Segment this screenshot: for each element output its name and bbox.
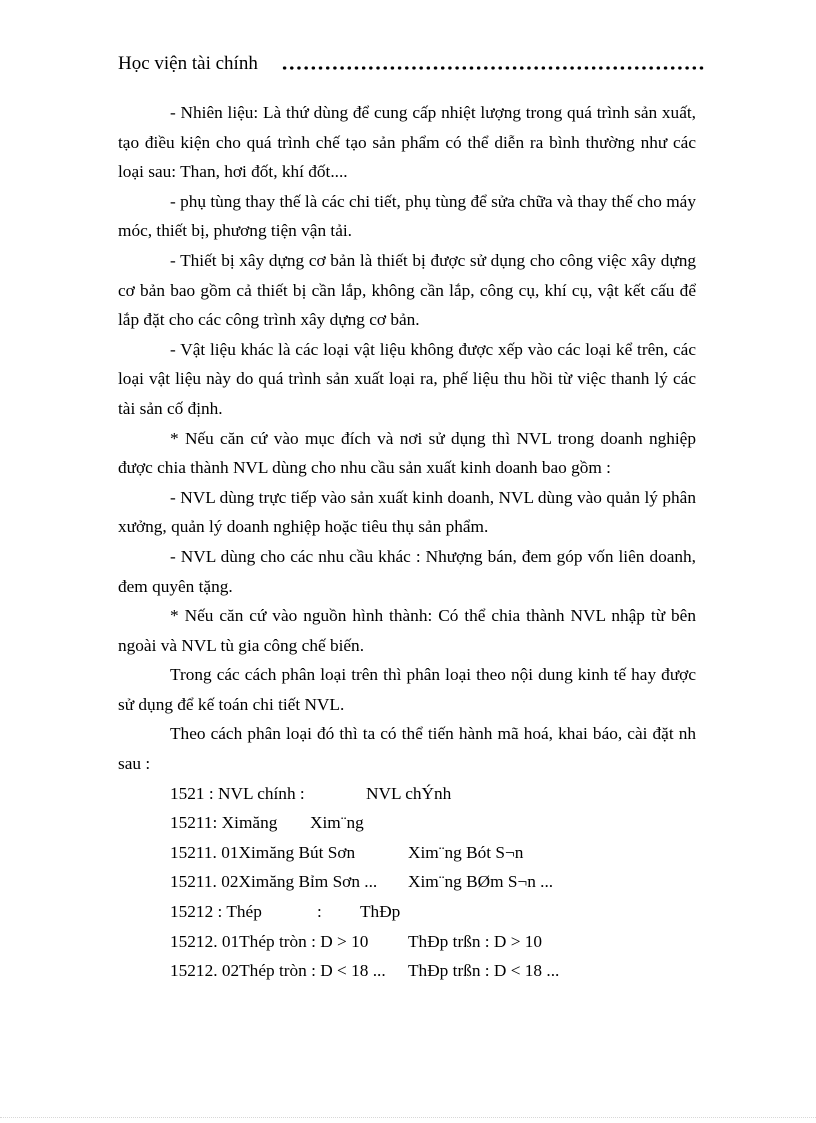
page-bottom-divider [0,1117,816,1119]
document-body [118,98,696,986]
paragraph-classification-summary: Trong các cách phân loại trên thì phân loại theo nội dung kinh tế hay được sử dụng để kế toán chi tiết NVL. [118,665,696,714]
code-label: 15211. 02Ximăng Bỉm Sơn ... [170,872,378,892]
code-row [118,779,696,809]
code-row [118,897,696,927]
paragraph-fuel: - Nhiên liệu: Là thứ dùng để cung cấp nhiệt lượng trong quá trình sản xuất, tạo điều kiện cho quá trình chế tạo sản phẩm có thể diễn ra bình thường như các loại sau: Than, hơi đốt, khí đốt.... [118,103,696,182]
paragraph-spare-parts: - phụ tùng thay thế là các chi tiết, phụ tùng để sửa chữa và thay thế cho máy móc, thiết bị, phương tiện vận tải. [118,191,696,241]
material-code-list [118,779,696,986]
code-label: 15212 : Thép [170,902,262,922]
paragraph-by-source: * Nếu căn cứ vào nguồn hình thành: Có thể chia thành NVL nhập từ bên ngoài và NVL tù gia công chế biến. [118,606,696,655]
header-title: Học viện tài chính [118,53,258,74]
paragraph-other-materials: - Vật liệu khác là các loại vật liệu không được xếp vào các loại kể trên, các loại vật liệu này do quá trình sản xuất loại ra, phế liệu thu hồi từ việc thanh lý các tài sản cố định. [118,339,696,418]
paragraph-direct-use: - NVL dùng trực tiếp vào sản xuất kinh doanh, NVL dùng vào quản lý phân xưởng, quản lý doanh nghiệp hoặc tiêu thụ sản phẩm. [118,487,696,537]
paragraph-coding-intro: Theo cách phân loại đó thì ta có thể tiến hành mã hoá, khai báo, cài đặt nh sau : [118,724,696,774]
code-garbled-text: ThÐp trßn : D > 10 [408,931,543,951]
code-label: 15211. 01Ximăng Bút Sơn [170,842,356,862]
code-label: 1521 : NVL chính : [170,783,305,803]
paragraph-construction-equipment: - Thiết bị xây dựng cơ bản là thiết bị được sử dụng cho công việc xây dựng cơ bản bao gồm cả thiết bị cần lắp, không cần lắp, công cụ, khí cụ, vật kết cấu để lắp đặt cho các công trình xây dựng cơ bản. [118,250,696,330]
code-row [118,838,696,868]
code-label: 15212. 02Thép tròn : D < 18 ... [170,961,386,981]
code-garbled-text: ThÐp [360,902,401,922]
code-garbled-text: Xim¨ng BØm S¬n ... [408,872,554,892]
code-label: 15211: Ximăng [170,813,278,833]
code-garbled-text: NVL chÝnh [366,783,452,803]
code-row [118,808,696,838]
paragraph-other-needs: - NVL dùng cho các nhu cầu khác : Nhượng bán, đem góp vốn liên doanh, đem quyên tặng. [118,546,696,596]
paragraph-by-purpose: * Nếu căn cứ vào mục đích và nơi sử dụng thì NVL trong doanh nghiệp được chia thành NVL dùng cho nhu cầu sản xuất kinh doanh bao gồm : [118,428,696,478]
code-label: 15212. 01Thép tròn : D > 10 [170,931,369,951]
code-garbled-text: ThÐp trßn : D < 18 ... [408,961,560,981]
code-garbled-text: Xim¨ng [310,813,364,833]
header-dotted-leader [281,66,704,70]
code-garbled-text: Xim¨ng Bót S¬n [408,842,524,862]
code-row [118,956,696,986]
code-colon: : [317,902,322,922]
code-row [118,927,696,957]
page-header [118,52,704,76]
code-row [118,867,696,897]
